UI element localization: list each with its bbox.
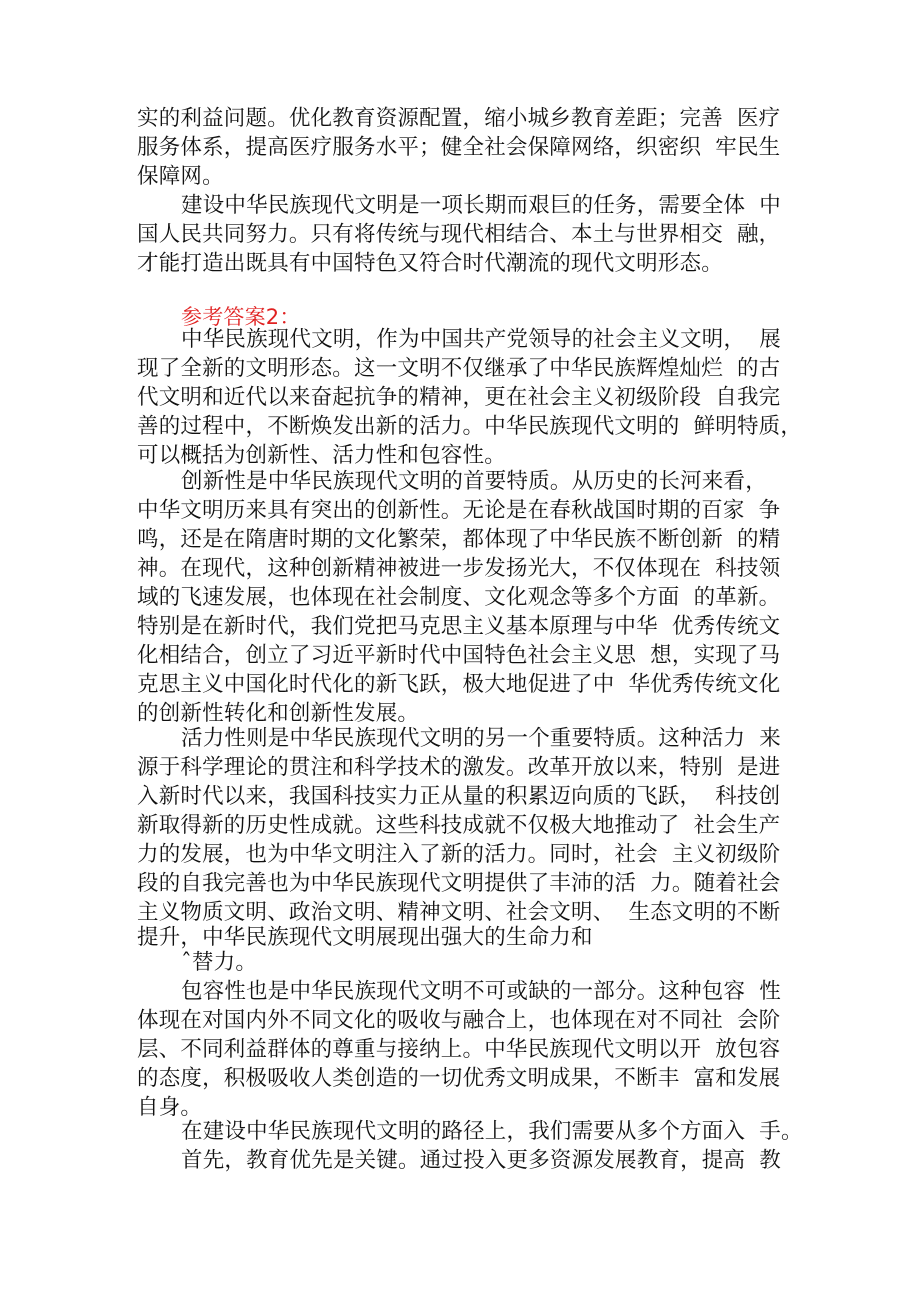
section-heading: 参考答案2： [181,305,301,329]
body-line-6: 创新性是中华民族现代文明的首要特质。从历史的长河来看， [181,469,767,494]
body-line-2: 现了全新的文明形态。这一文明不仅继承了中华民族辉煌灿烂 的古 [137,356,781,381]
body-line-7: 中华文明历来具有突出的创新性。无论是在春秋战国时期的百家 争 [137,498,781,523]
body-line-24: 包容性也是中华民族现代文明不可或缺的一部分。这种包容 性 [181,979,781,1004]
body-line-18: 新取得新的历史性成就。这些科技成就不仅极大地推动了 社会生产 [137,813,781,838]
body-line-27: 的态度，积极吸收人类创造的一切优秀文明成果，不断丰 富和发展 [137,1066,781,1091]
intro-line-6: 才能打造出既具有中国特色又符合时代潮流的现代文明形态。 [137,251,723,276]
body-line-3: 代文明和近代以来奋起抗争的精神，更在社会主义初级阶段 自我完 [137,385,781,410]
body-line-15: 活力性则是中华民族现代文明的另一个重要特质。这种活力 来 [181,726,781,751]
body-line-14: 的创新性转化和创新性发展。 [137,701,420,726]
body-line-21: 主义物质文明、政治文明、精神文明、社会文明、 生态文明的不断 [137,900,781,925]
intro-line-4: 建设中华民族现代文明是一项长期而艰巨的任务，需要全体 中 [181,193,781,218]
body-line-5: 可以概括为创新性、活力性和包容性。 [137,443,506,468]
body-line-22: 提升，中华民族现代文明展现出强大的生命力和 [137,925,593,950]
intro-line-1: 实的利益问题。优化教育资源配置，缩小城乡教育差距；完善 医疗 [137,106,781,131]
body-line-4: 善的过程中，不断焕发出新的活力。中华民族现代文明的 鲜明特质， [137,414,803,439]
body-line-19: 力的发展，也为中华文明注入了新的活力。同时，社会 主义初级阶 [137,842,781,867]
intro-line-5: 国人民共同努力。只有将传统与现代相结合、本土与世界相交 融， [137,222,781,247]
body-line-29: 在建设中华民族现代文明的路径上，我们需要从多个方面入 手。 [181,1119,803,1144]
body-line-12: 化相结合，创立了习近平新时代中国特色社会主义思 想，实现了马 [137,643,781,668]
body-line-28: 自身。 [137,1095,203,1120]
body-line-30: 首先，教育优先是关键。通过投入更多资源发展教育，提高 教 [181,1148,781,1173]
intro-line-2: 服务体系，提高医疗服务水平；健全社会保障网络，织密织 牢民生 [137,135,781,160]
body-line-8: 鸣，还是在隋唐时期的文化繁荣，都体现了中华民族不断创新 的精 [137,527,781,552]
body-line-26: 层、不同利益群体的尊重与接纳上。中华民族现代文明以开 放包容 [137,1037,781,1062]
body-line-16: 源于科学理论的贯注和科学技术的激发。改革开放以来，特别 是进 [137,755,781,780]
body-line-13: 克思主义中国化时代化的新飞跃，极大地促进了中 华优秀传统文化 [137,672,781,697]
body-line-20: 段的自我完善也为中华民族现代文明提供了丰沛的活 力。随着社会 [137,871,781,896]
body-line-9: 神。在现代，这种创新精神被进一步发扬光大，不仅体现在 科技领 [137,556,781,581]
body-line-25: 体现在对国内外不同文化的吸收与融合上，也体现在对不同社 会阶 [137,1008,781,1033]
body-line-11: 特别是在新时代，我们党把马克思主义基本原理与中华 优秀传统文 [137,614,781,639]
body-line-1: 中华民族现代文明，作为中国共产党领导的社会主义文明， 展 [181,327,781,352]
intro-line-3: 保障网。 [137,164,224,189]
body-line-17: 入新时代以来，我国科技实力正从量的积累迈向质的飞跃， 科技创 [137,784,781,809]
body-line-23: ˆ替力。 [181,950,258,975]
body-line-10: 域的飞速发展，也体现在社会制度、文化观念等多个方面 的革新。 [137,585,781,610]
